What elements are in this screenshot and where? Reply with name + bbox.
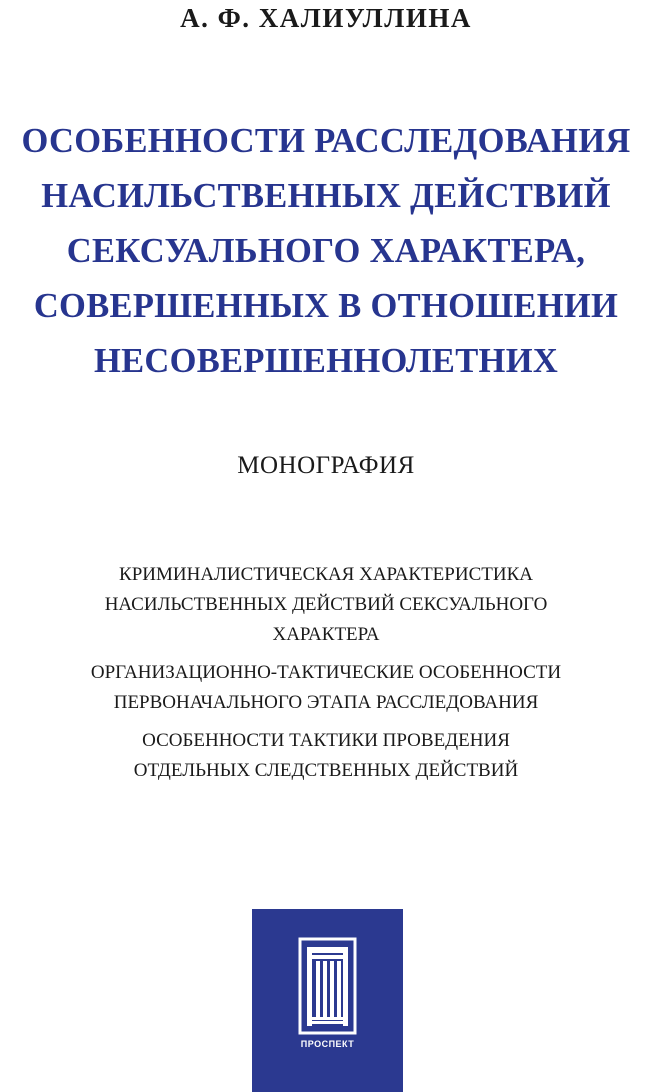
title-line: СЕКСУАЛЬНОГО ХАРАКТЕРА, xyxy=(66,232,586,270)
topic-item xyxy=(0,658,652,718)
title-line: НАСИЛЬСТВЕННЫХ ДЕЙСТВИЙ xyxy=(41,177,611,215)
author-name: А. Ф. ХАЛИУЛЛИНА xyxy=(180,3,472,33)
topic-line: ОСОБЕННОСТИ ТАКТИКИ ПРОВЕДЕНИЯ xyxy=(142,730,510,751)
title-line: НЕСОВЕРШЕННОЛЕТНИХ xyxy=(93,342,559,380)
topic-line: ХАРАКТЕРА xyxy=(272,624,380,645)
book-title xyxy=(0,114,652,389)
building-columns-icon xyxy=(252,909,403,1092)
topic-item xyxy=(0,560,652,650)
topic-line: НАСИЛЬСТВЕННЫХ ДЕЙСТВИЙ СЕКСУАЛЬНОГО xyxy=(104,594,548,615)
topic-line: ОТДЕЛЬНЫХ СЛЕДСТВЕННЫХ ДЕЙСТВИЙ xyxy=(133,760,519,781)
title-line: СОВЕРШЕННЫХ В ОТНОШЕНИИ xyxy=(33,287,619,325)
topics-list xyxy=(0,560,652,794)
title-line: ОСОБЕННОСТИ РАССЛЕДОВАНИЯ xyxy=(21,122,631,160)
publisher-name: ПРОСПЕКТ xyxy=(300,1039,355,1049)
topic-line: ПЕРВОНАЧАЛЬНОГО ЭТАПА РАССЛЕДОВАНИЯ xyxy=(113,692,539,713)
topic-item xyxy=(0,726,652,786)
topic-line: ОРГАНИЗАЦИОННО-ТАКТИЧЕСКИЕ ОСОБЕННОСТИ xyxy=(90,662,562,683)
publisher-logo xyxy=(252,909,403,1092)
genre-label: МОНОГРАФИЯ xyxy=(237,452,415,479)
topic-line: КРИМИНАЛИСТИЧЕСКАЯ ХАРАКТЕРИСТИКА xyxy=(119,564,533,585)
